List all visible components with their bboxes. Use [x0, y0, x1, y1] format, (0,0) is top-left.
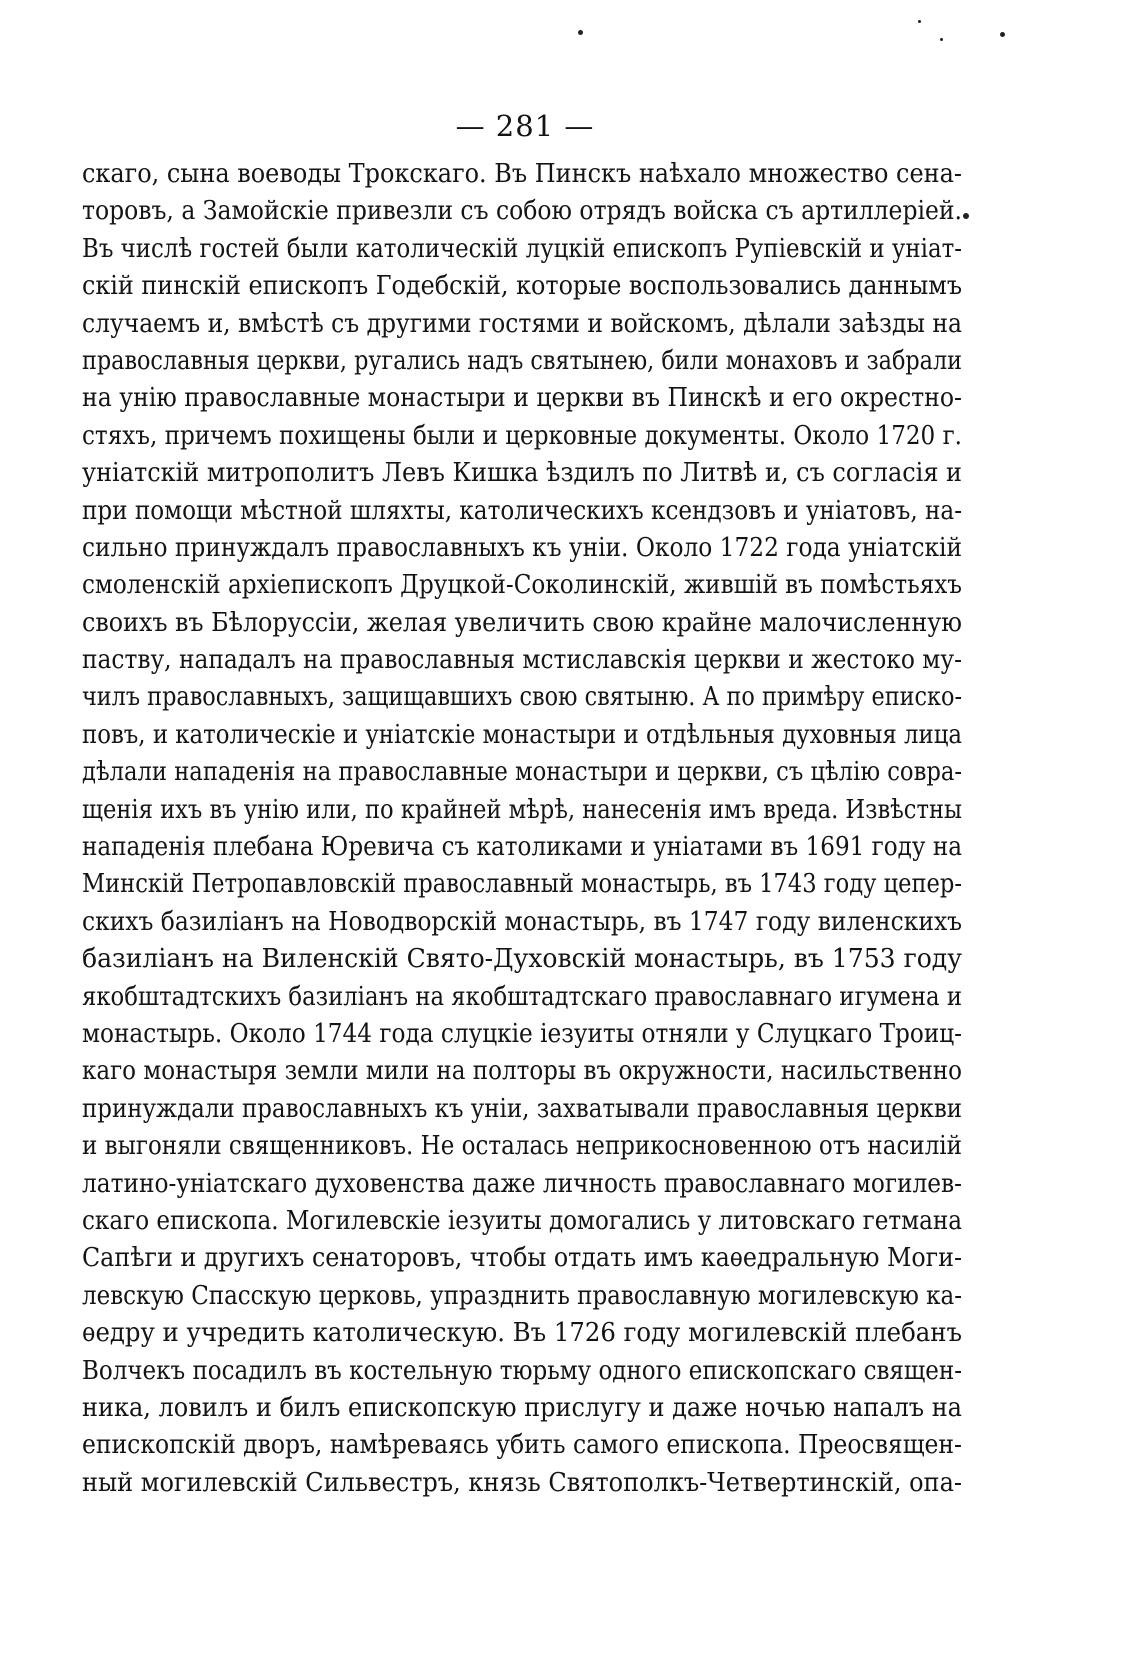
text-line: Минскій Петропавловскій православный монастырь, въ 1743 году цепер- — [82, 869, 962, 900]
ink-speck — [963, 213, 969, 219]
text-line: монастырь. Около 1744 года слуцкіе іезуиты отняли у Слуцкаго Троиц- — [82, 1018, 962, 1049]
text-line: торовъ, а Замойскіе привезли съ собою отрядъ войска съ артиллеріей. — [82, 196, 962, 227]
text-line: скихъ базиліанъ на Новодворскій монастырь, въ 1747 году виленскихъ — [82, 906, 962, 937]
text-line: дѣлали нападенія на православные монастыри и церкви, съ цѣлію совра- — [82, 757, 962, 788]
text-line: епископскій дворъ, намѣреваясь убить самого епископа. Преосвящен- — [82, 1430, 962, 1461]
text-line: базиліанъ на Виленскій Свято-Духовскій монастырь, въ 1753 году — [82, 944, 962, 975]
text-line: каго монастыря земли мили на полторы въ окружности, насильственно — [82, 1056, 962, 1087]
text-line: нападенія плебана Юревича съ католиками и уніатами въ 1691 году на — [82, 832, 962, 863]
text-line: на унію православные монастыри и церкви въ Пинскѣ и его окрестно- — [82, 383, 962, 414]
text-line: сильно принуждалъ православныхъ къ уніи. Около 1722 года уніатскій — [82, 532, 962, 563]
text-line: левскую Спасскую церковь, упразднить православную могилевскую ка- — [82, 1280, 962, 1311]
text-line: скій пинскій епископъ Годебскій, которые воспользовались даннымъ — [82, 271, 962, 302]
ink-speck — [940, 38, 943, 41]
body-text — [82, 156, 962, 1502]
text-line: стяхъ, причемъ похищены были и церковные документы. Около 1720 г. — [82, 420, 962, 451]
ink-speck — [918, 20, 921, 23]
text-line: ный могилевскій Сильвестръ, князь Святополкъ-Четвертинскій, опа- — [82, 1467, 962, 1498]
page-number: — 281 — — [455, 109, 595, 143]
text-line: ника, ловилъ и билъ епископскую прислугу и даже ночью напалъ на — [82, 1392, 962, 1423]
ink-speck — [1000, 32, 1005, 37]
text-line: ѳедру и учредить католическую. Въ 1726 году могилевскій плебанъ — [82, 1318, 962, 1349]
text-line: православныя церкви, ругались надъ святынею, били монаховъ и забрали — [82, 345, 962, 376]
text-line: Сапѣги и другихъ сенаторовъ, чтобы отдать имъ каѳедральную Моги- — [82, 1243, 962, 1274]
ink-speck — [578, 30, 583, 35]
text-line: повъ, и католическіе и уніатскіе монастыри и отдѣльныя духовныя лица — [82, 719, 962, 750]
text-line: чилъ православныхъ, защищавшихъ свою святыню. А по примѣру еписко- — [82, 682, 962, 713]
text-line: латино-уніатскаго духовенства даже личность православнаго могилев- — [82, 1168, 962, 1199]
text-line: при помощи мѣстной шляхты, католическихъ ксендзовъ и уніатовъ, на- — [82, 495, 962, 526]
text-line: и выгоняли священниковъ. Не осталась неприкосновенною отъ насилій — [82, 1131, 962, 1162]
text-line: Волчекъ посадилъ въ костельную тюрьму одного епископскаго священ- — [82, 1355, 962, 1386]
text-line: уніатскій митрополитъ Левъ Кишка ѣздилъ по Литвѣ и, съ согласія и — [82, 458, 962, 489]
text-line: своихъ въ Бѣлоруссіи, желая увеличить свою крайне малочисленную — [82, 607, 962, 638]
text-line: смоленскій архіепископъ Друцкой-Соколинскій, жившій въ помѣстьяхъ — [82, 570, 962, 601]
text-line: паству, нападалъ на православныя мстиславскія церкви и жестоко му- — [82, 645, 962, 676]
text-line: случаемъ и, вмѣстѣ съ другими гостями и войскомъ, дѣлали заѣзды на — [82, 308, 962, 339]
text-line: якобштадтскихъ базиліанъ на якобштадтскаго православнаго игумена и — [82, 981, 962, 1012]
text-line: щенія ихъ въ унію или, по крайней мѣрѣ, нанесенія имъ вреда. Извѣстны — [82, 794, 962, 825]
text-line: Въ числѣ гостей были католическій луцкій епископъ Рупіевскій и уніат- — [82, 233, 962, 264]
text-line: скаго епископа. Могилевскіе іезуиты домогались у литовскаго гетмана — [82, 1205, 962, 1236]
text-line: принуждали православныхъ къ уніи, захватывали православныя церкви — [82, 1093, 962, 1124]
text-line: скаго, сына воеводы Трокскаго. Въ Пинскъ наѣхало множество сена- — [82, 159, 962, 189]
